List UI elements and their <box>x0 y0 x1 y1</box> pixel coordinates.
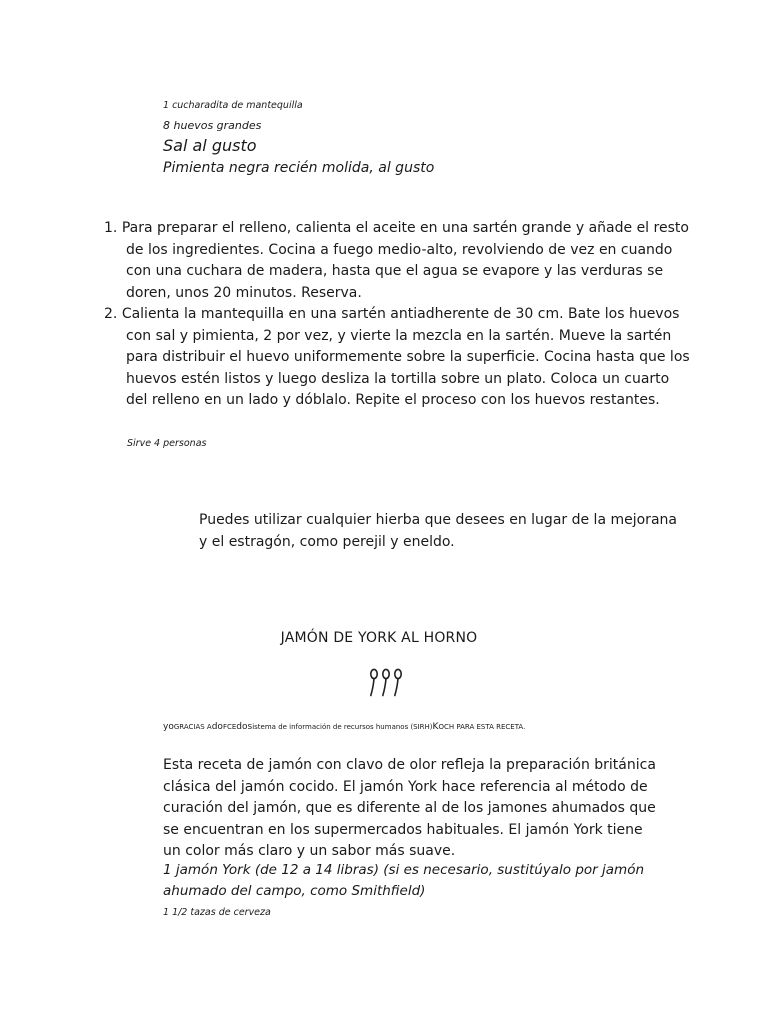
ingredient-eggs: 8 huevos grandes <box>163 119 262 132</box>
three-spoons-icon <box>365 668 407 698</box>
ingredient-ham: 1 jamón York (de 12 a 14 libras) (si es necesario, sustitúyalo por jamón ahumado del campo, como Smithfield) <box>163 862 645 899</box>
herb-tip: Puedes utilizar cualquier hierba que desees en lugar de la mejorana y el estragón, como perejil y eneldo. <box>199 512 677 550</box>
step-number: 1. <box>104 220 118 236</box>
credit-part: yo <box>163 722 174 732</box>
step-1 <box>104 218 694 304</box>
credit-part: K <box>432 722 439 732</box>
ingredient-butter: 1 cucharadita de mantequilla <box>163 100 303 111</box>
ingredient-pepper: Pimienta negra recién molida, al gusto <box>163 160 435 176</box>
step-number: 2. <box>104 306 118 322</box>
credit-part: OCH PARA ESTA RECETA. <box>438 723 526 731</box>
recipe-intro: Esta receta de jamón con clavo de olor refleja la preparación británica clásica del jamón cocido. El jamón York hace referencia al método de curación del jamón, que es diferente al de los jamones ahumados que se encuentran en los supermercados habituales. El jamón York tiene un color más claro y un sabor más suave. <box>163 757 656 859</box>
ingredient-salt: Sal al gusto <box>163 136 257 155</box>
credit-part: GRACIAS A <box>173 723 212 731</box>
credit-part: istema de información de recursos humanos (SIRH) <box>252 723 433 731</box>
step-text: Para preparar el relleno, calienta el aceite en una sartén grande y añade el resto de los ingredientes. Cocina a fuego medio-alto, revolviendo de vez en cuando con una cuchara de madera, hasta que el agua se evapore y las verduras se doren, unos 20 minutos. Reserva. <box>121 220 689 301</box>
recipe-title: JAMÓN DE YORK AL HORNO <box>280 630 478 646</box>
credit-part: do <box>211 722 223 732</box>
credit-part: FCE <box>222 723 237 731</box>
credit-part: dos <box>236 722 253 732</box>
step-2 <box>104 304 694 412</box>
ingredient-beer: 1 1/2 tazas de cerveza <box>163 907 271 918</box>
step-text: Calienta la mantequilla en una sartén antiadherente de 30 cm. Bate los huevos con sal y pimienta, 2 por vez, y vierte la mezcla en la sartén. Mueve la sartén para distribuir el huevo uniformemente sobre la superficie. Cocina hasta que los huevos estén listos y luego desliza la tortilla sobre un plato. Coloca un cuarto del relleno en un lado y dóblalo. Repite el proceso con los huevos restantes. <box>121 306 690 408</box>
instruction-steps <box>104 218 694 412</box>
serves-note: Sirve 4 personas <box>127 438 207 449</box>
recipe-credit <box>163 722 525 732</box>
